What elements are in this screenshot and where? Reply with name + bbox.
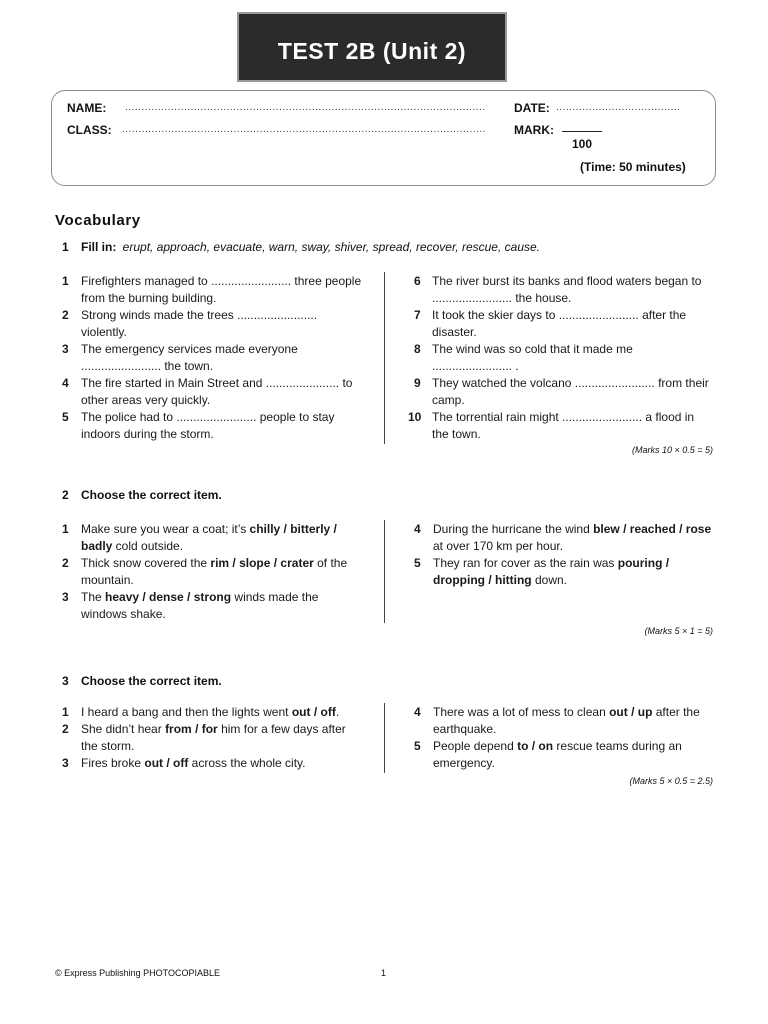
question-item: 6 The river burst its banks and flood waters began to ........................ the house. xyxy=(414,274,702,305)
answer-options[interactable]: rim / slope / crater xyxy=(210,556,314,570)
answer-options[interactable]: out / off xyxy=(291,705,336,719)
answer-options[interactable]: out / off xyxy=(144,756,189,770)
footer-copyright: © Express Publishing PHOTOCOPIABLE xyxy=(55,968,221,978)
exercise-1-word-bank: erupt, approach, evacuate, warn, sway, shiver, spread, recover, rescue, cause. xyxy=(122,240,540,254)
question-item: 1 Firefighters managed to ........................ three people from the burning building. xyxy=(62,274,362,305)
column-divider xyxy=(384,272,385,444)
column-divider xyxy=(384,703,385,773)
test-title: TEST 2B (Unit 2) xyxy=(277,38,467,64)
mark-total: 100 xyxy=(572,137,593,151)
question-item: 10 The torrential rain might ........................ a flood in the town. xyxy=(408,410,695,441)
question-item: 7 It took the skier days to ........................ after the disaster. xyxy=(414,308,687,339)
time-note: (Time: 50 minutes) xyxy=(580,160,686,174)
answer-options[interactable]: out / up xyxy=(609,705,653,719)
exercise-2-right-column xyxy=(414,521,714,589)
section-title-vocabulary: Vocabulary xyxy=(55,212,141,229)
date-label: DATE: xyxy=(514,101,550,115)
answer-options[interactable]: heavy / dense / strong xyxy=(105,590,232,604)
question-item: 8 The wind was so cold that it made me ........................ . xyxy=(414,342,633,373)
exercise-1-heading: 1 Fill in: erupt, approach, evacuate, warn, sway, shiver, spread, recover, rescue, cause. xyxy=(62,240,540,254)
answer-options[interactable]: pouring / dropping / hitting xyxy=(433,556,670,587)
question-item: 2 She didn’t hear from / for him for a few days after the storm. xyxy=(62,722,346,753)
answer-options[interactable]: to / on xyxy=(517,739,554,753)
question-item: 1 I heard a bang and then the lights went out / off. xyxy=(62,705,340,719)
exercise-2-marks: (Marks 5 × 1 = 5) xyxy=(644,626,713,636)
question-item: 4 The fire started in Main Street and ...................... to other areas very quickly. xyxy=(62,376,353,407)
date-field[interactable]: ...................................... xyxy=(556,102,681,113)
exercise-3-left-column xyxy=(62,704,364,772)
question-item: 3 Fires broke out / off across the whole city. xyxy=(62,756,306,770)
name-label: NAME: xyxy=(67,101,107,115)
exercise-3-heading: 3 Choose the correct item. xyxy=(62,674,222,688)
exercise-3-right-column xyxy=(414,704,714,772)
column-divider xyxy=(384,520,385,623)
exercise-2-left-column xyxy=(62,521,364,623)
exercise-1-marks: (Marks 10 × 0.5 = 5) xyxy=(631,445,713,455)
class-label: CLASS: xyxy=(67,123,112,137)
test-title-banner xyxy=(237,12,507,82)
name-field[interactable]: .............................................................................................................. xyxy=(125,102,486,113)
answer-options[interactable]: blew / reached / rose xyxy=(593,522,712,536)
answer-options[interactable]: chilly / bitterly / badly xyxy=(81,522,337,553)
question-item: 4 There was a lot of mess to clean out / up after the earthquake. xyxy=(414,705,700,736)
exercise-1-right-column xyxy=(408,273,714,443)
exercise-2-heading: 2 Choose the correct item. xyxy=(62,488,222,502)
exercise-3-marks: (Marks 5 × 0.5 = 2.5) xyxy=(629,776,713,786)
mark-fraction-line xyxy=(562,131,602,132)
question-item: 5 People depend to / on rescue teams during an emergency. xyxy=(414,739,682,770)
question-item: 2 Strong winds made the trees ........................ violently. xyxy=(62,308,318,339)
question-item: 4 During the hurricane the wind blew / reached / rose at over 170 km per hour. xyxy=(414,522,712,553)
question-item: 5 The police had to ........................ people to stay indoors during the storm. xyxy=(62,410,335,441)
question-item: 5 They ran for cover as the rain was pouring / dropping / hitting down. xyxy=(414,556,670,587)
page-number: 1 xyxy=(381,968,387,978)
exercise-1-left-column xyxy=(62,273,364,443)
question-item: 1 Make sure you wear a coat; it’s chilly / bitterly / badly cold outside. xyxy=(62,522,337,553)
question-item: 3 The heavy / dense / strong winds made the windows shake. xyxy=(62,590,319,621)
answer-options[interactable]: from / for xyxy=(165,722,218,736)
mark-label: MARK: xyxy=(514,123,554,137)
question-item: 3 The emergency services made everyone ........................ the town. xyxy=(62,342,298,373)
question-item: 2 Thick snow covered the rim / slope / crater of the mountain. xyxy=(62,556,348,587)
class-field[interactable]: ............................................................................................................... xyxy=(122,124,486,135)
question-item: 9 They watched the volcano ........................ from their camp. xyxy=(414,376,709,407)
